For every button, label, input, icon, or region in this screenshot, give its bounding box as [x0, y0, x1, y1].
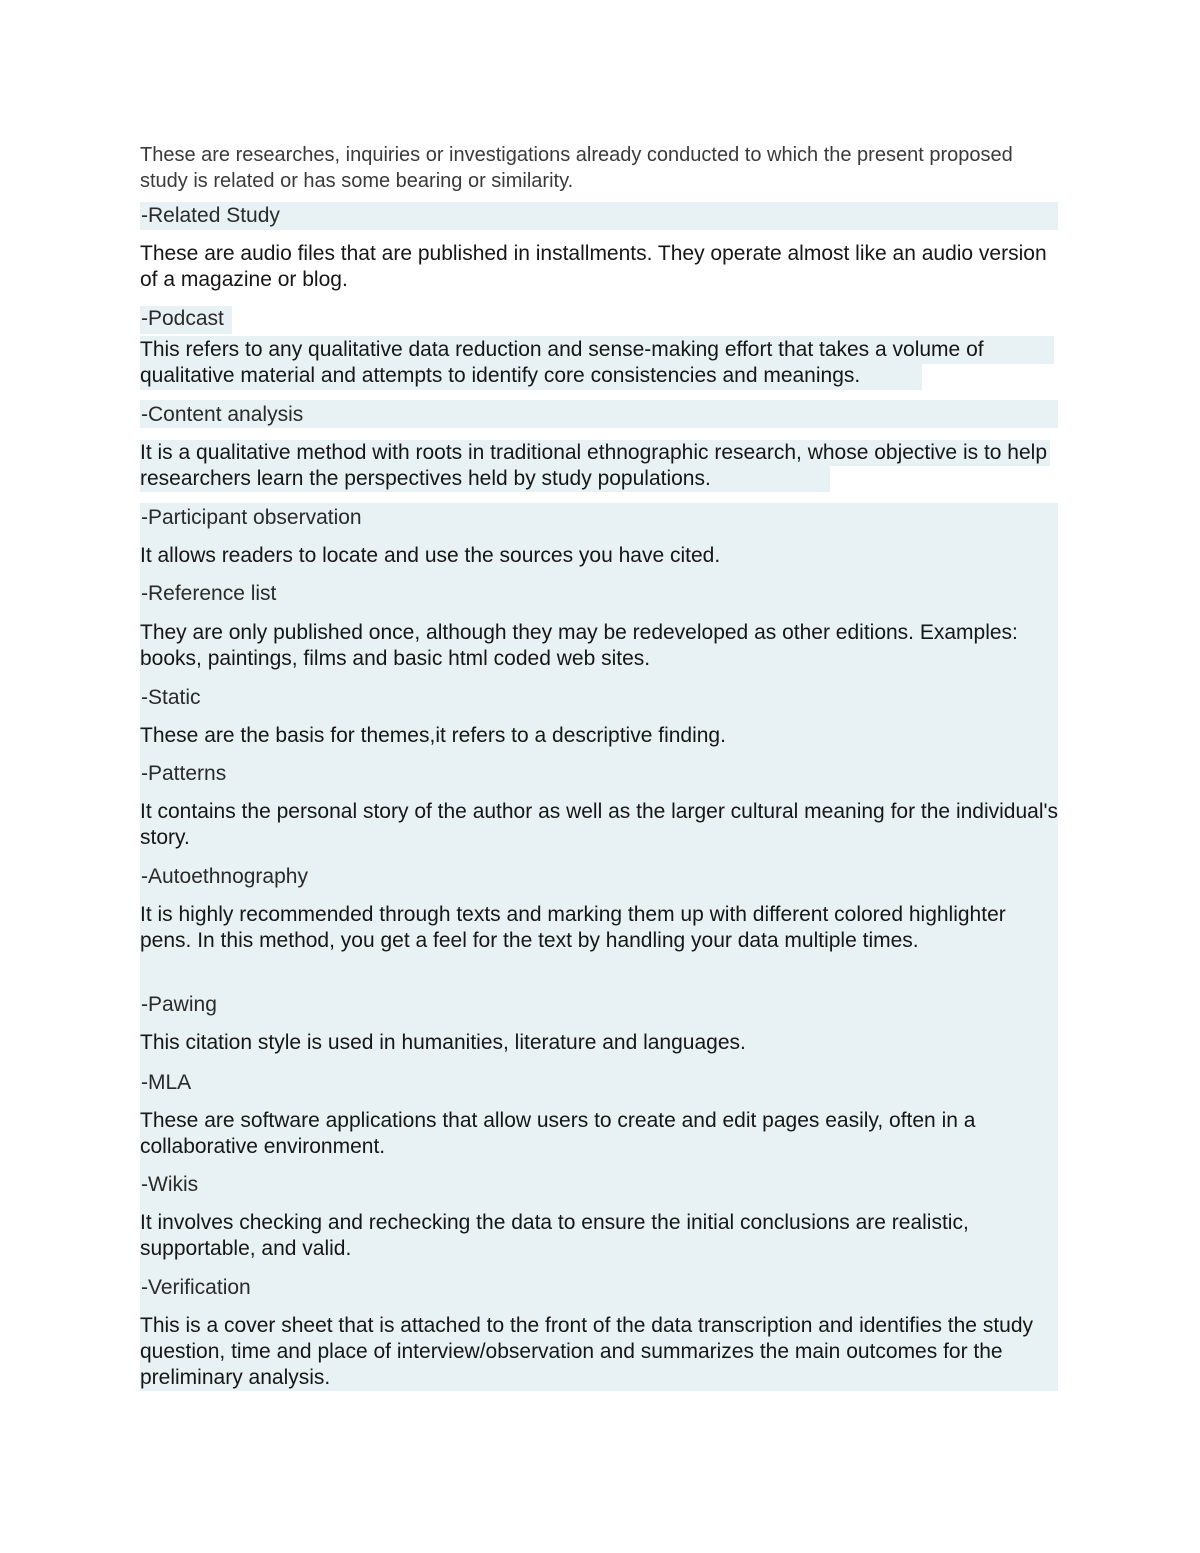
intro-paragraph: These are researches, inquiries or investigations already conducted to which the present proposed study is related or has some bearing or similarity.: [140, 144, 1013, 192]
definition-verification: This is a cover sheet that is attached to the front of the data transcription and identifies the study question, time and place of interview/observation and summarizes the main outcomes for the preliminary analysis.: [140, 1314, 1034, 1389]
term-patterns: -Patterns: [141, 762, 227, 785]
term-reference-list: -Reference list: [141, 582, 277, 605]
term-static: -Static: [141, 686, 201, 709]
term-wikis: -Wikis: [141, 1173, 199, 1196]
definition-mla: These are software applications that allow users to create and edit pages easily, often in a collaborative environment.: [140, 1109, 976, 1158]
term-participant-observation: -Participant observation: [141, 506, 362, 529]
definition-podcast: This refers to any qualitative data reduction and sense-making effort that takes a volume of qualitative material and attempts to identify core consistencies and meanings.: [140, 338, 984, 387]
definition-wikis: It involves checking and rechecking the data to ensure the initial conclusions are realistic, supportable, and valid.: [140, 1211, 969, 1260]
term-autoethnography: -Autoethnography: [141, 865, 308, 888]
term-podcast: -Podcast: [141, 307, 224, 330]
term-pawing: -Pawing: [141, 993, 217, 1016]
definition-reference-list: They are only published once, although they may be redeveloped as other editions. Examples: books, paintings, films and basic html coded web sites.: [140, 621, 1018, 670]
definition-related-study: These are audio files that are published in installments. They operate almost like an audio version of a magazine or blog.: [140, 242, 1047, 291]
definition-static: These are the basis for themes,it refers to a descriptive finding.: [140, 724, 726, 747]
term-verification: -Verification: [141, 1276, 251, 1299]
definition-participant-observation: It allows readers to locate and use the sources you have cited.: [140, 544, 721, 567]
term-content-analysis: -Content analysis: [141, 403, 304, 426]
term-mla: -MLA: [141, 1071, 192, 1094]
definition-pawing: This citation style is used in humanities, literature and languages.: [140, 1031, 746, 1054]
term-related-study: -Related Study: [141, 204, 280, 227]
definition-content-analysis: It is a qualitative method with roots in traditional ethnographic research, whose objective is to help researchers learn the perspectives held by study populations.: [140, 441, 1047, 490]
definition-autoethnography: It is highly recommended through texts and marking them up with different colored highlighter pens. In this method, you get a feel for the text by handling your data multiple times.: [140, 903, 1006, 952]
definition-patterns: It contains the personal story of the author as well as the larger cultural meaning for the individual's story.: [140, 800, 1059, 849]
